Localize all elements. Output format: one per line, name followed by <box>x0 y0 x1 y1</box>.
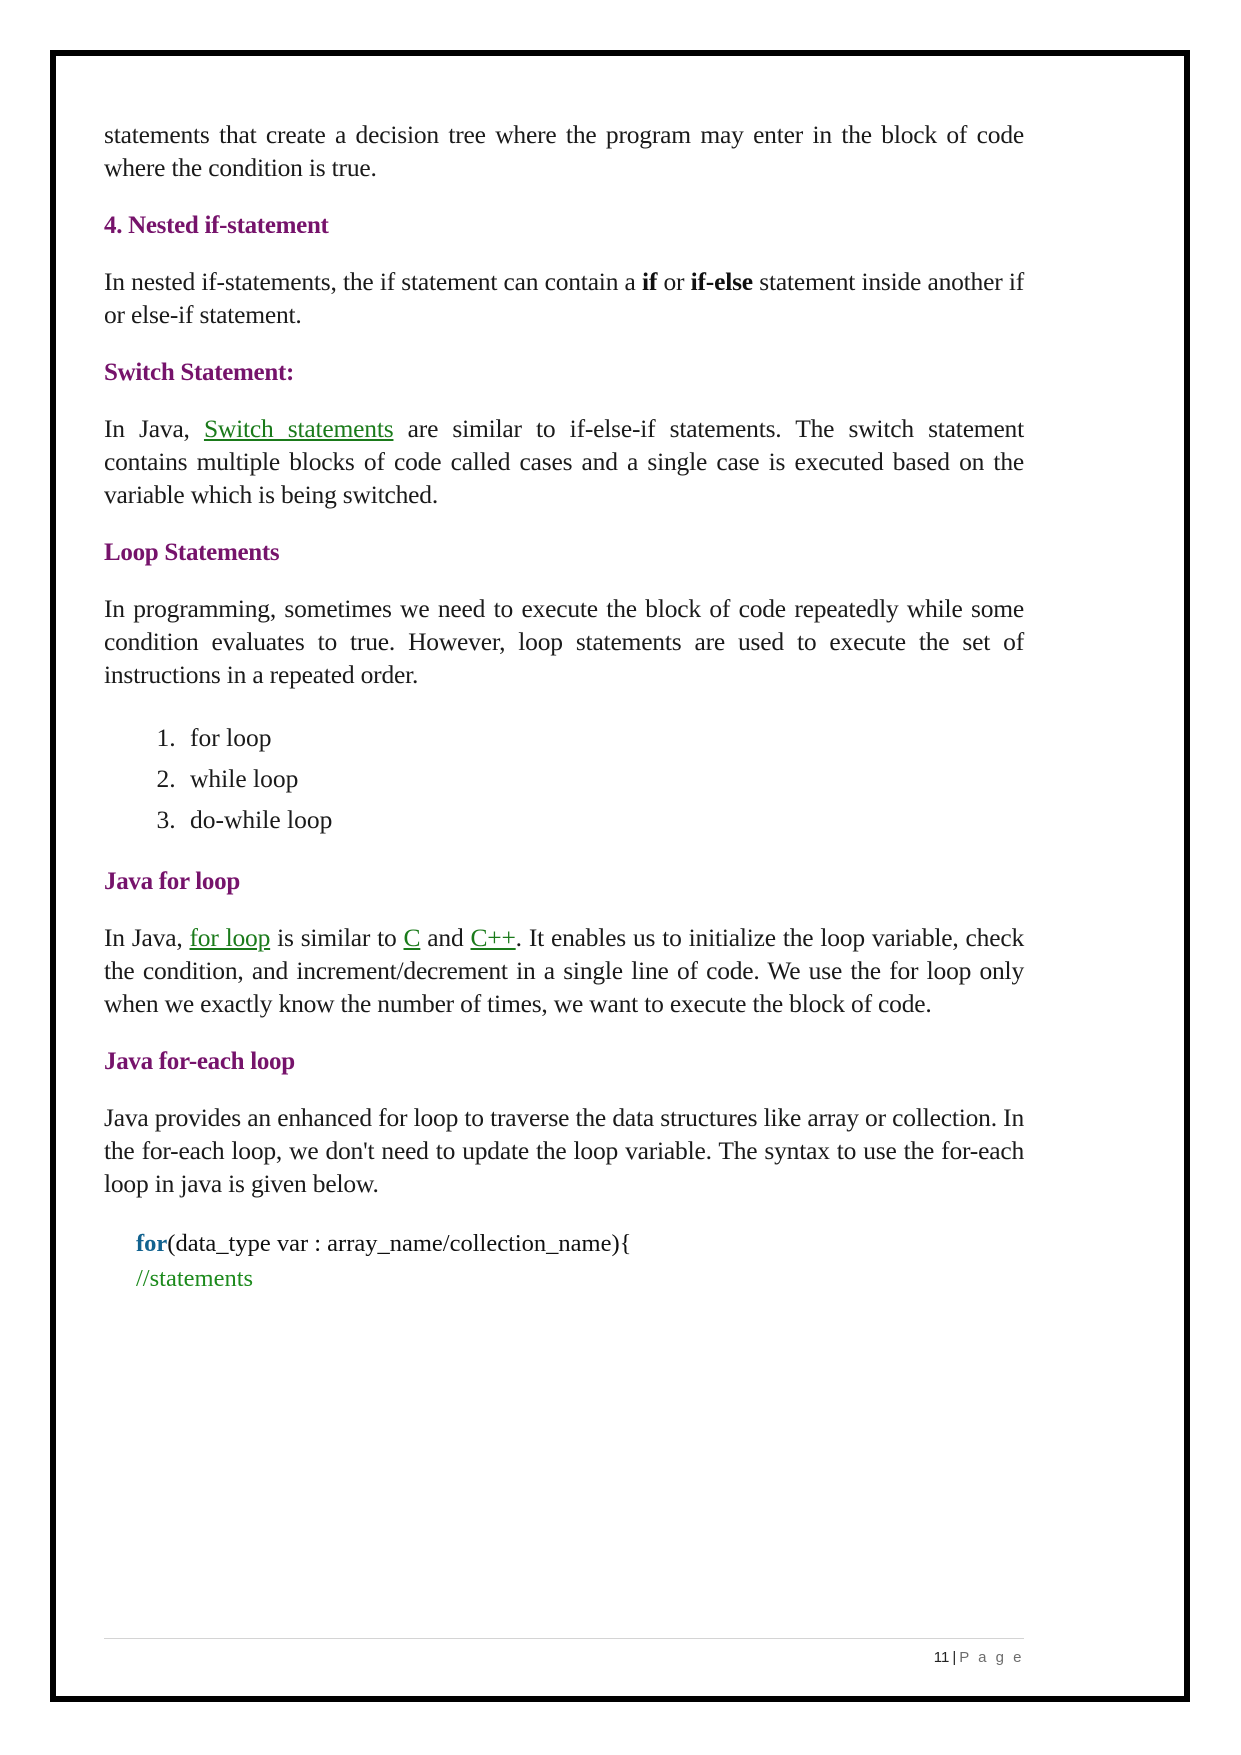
code-signature-text: (data_type var : array_name/collection_name){ <box>167 1230 632 1257</box>
page-footer <box>104 1638 1024 1666</box>
nested-if-text-2: or <box>657 267 691 296</box>
link-c[interactable]: C <box>403 923 421 952</box>
for-loop-text-1: In Java, <box>104 923 190 952</box>
footer-page-number: 11 <box>933 1649 950 1666</box>
loop-types-list <box>104 717 1024 840</box>
code-block-for-each-syntax <box>136 1226 1024 1296</box>
page-border-frame <box>50 50 1190 1702</box>
paragraph-loop-body: In programming, sometimes we need to execute the block of code repeatedly while some condition evaluates to true. However, loop statements are used to execute the set of instructions in a repeated order. <box>104 594 1024 689</box>
paragraph-intro-continued: statements that create a decision tree where the program may enter in the block of code where the condition is true. <box>104 120 1024 182</box>
paragraph-nested-if-body <box>104 265 1024 331</box>
link-for-loop[interactable]: for loop <box>189 923 271 952</box>
heading-nested-if-statement: 4. Nested if-statement <box>104 212 329 239</box>
link-switch-statements[interactable]: Switch statements <box>203 414 394 443</box>
code-keyword-for: for <box>136 1230 168 1257</box>
for-loop-text-4: . It enables us to initialize the loop variable, check the condition, and increment/decrement in a single line of code. We use the for loop only when we exactly know the number of times, we want to execute the block of code. <box>104 923 1025 1018</box>
nested-if-text-3: statement inside another if or else-if statement. <box>104 267 1024 329</box>
footer-page-label: P a g e <box>959 1649 1024 1666</box>
paragraph-switch-body <box>104 412 1024 511</box>
inline-bold-if-else: if-else <box>690 267 753 296</box>
code-line-signature <box>136 1226 1024 1261</box>
page-content-area <box>104 118 1024 1618</box>
link-cpp[interactable]: C++ <box>470 923 516 952</box>
footer-separator: | <box>952 1649 957 1666</box>
list-item: 1. for loop <box>182 717 1024 758</box>
list-item: 2. while loop <box>182 758 1024 799</box>
heading-switch-statement: Switch Statement: <box>104 359 295 386</box>
heading-loop-statements: Loop Statements <box>104 539 280 566</box>
paragraph-for-each-body: Java provides an enhanced for loop to traverse the data structures like array or collection. In the for-each loop, we don't need to update the loop variable. The syntax to use the for-each loop in java is given below. <box>104 1103 1024 1198</box>
heading-java-for-each-loop: Java for-each loop <box>104 1048 295 1075</box>
nested-if-text-1: In nested if-statements, the if statement can contain a <box>104 267 642 296</box>
paragraph-for-loop-body <box>104 921 1024 1020</box>
footer-divider <box>104 1638 1024 1639</box>
code-line-comment: //statements <box>136 1265 254 1292</box>
for-loop-text-2: is similar to <box>270 923 404 952</box>
for-loop-text-3: and <box>420 923 471 952</box>
list-item: 3. do-while loop <box>182 799 1024 840</box>
heading-java-for-loop: Java for loop <box>104 868 240 895</box>
switch-text-1: In Java, <box>104 414 204 443</box>
switch-text-2: are similar to if-else-if statements. The switch statement contains multiple blocks of code called cases and a single case is executed based on the variable which is being switched. <box>104 414 1024 509</box>
inline-bold-if: if <box>641 267 658 296</box>
footer-page-indicator <box>104 1649 1024 1666</box>
